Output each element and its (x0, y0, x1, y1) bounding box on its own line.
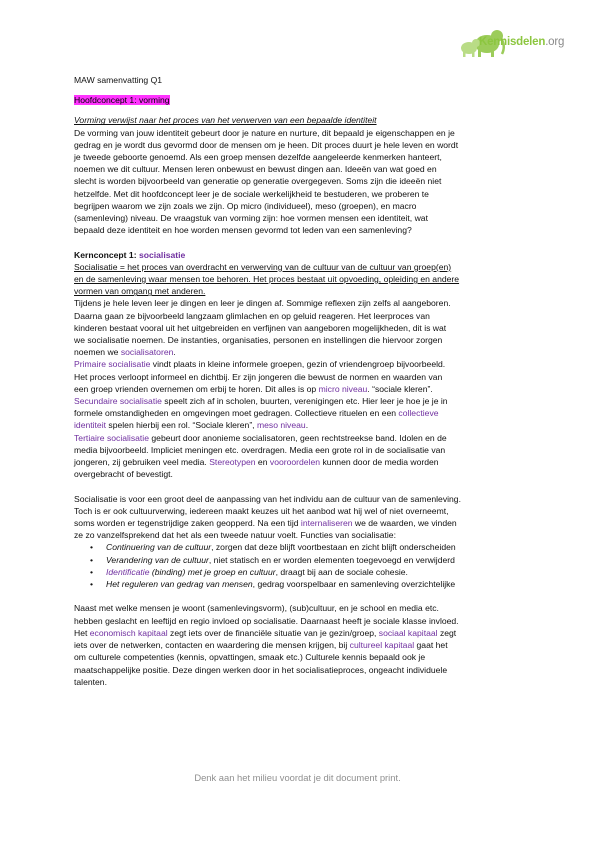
term-economisch-kapitaal: economisch kapitaal (89, 627, 168, 638)
intro-paragraph: De vorming van jouw identiteit gebeurt door je nature en nurture, dit bepaald je eigenschappen en je gedrag en je wordt dus gevormd door de mensen om je heen. Dit proces duurt je hele leven en wordt je tweede geboorte genoemd. Als een groep mensen dezelfde aangeleerde kenmerken hanteert, noemen we dit cultuur. Mensen leren onbewust en bewust dingen aan. Ideeën van wat goed en slecht is worden bijvoorbeeld van generatie op generatie overgegeven. Soms zijn die ideeën niet hetzelfde. Met dit hoofdconcept leer je de sociale werkelijkheid te bestuderen, we proberen te begrijpen waarom we zijn zoals we zijn. Op micro (individueel), meso (groepen), en macro (samenleving) niveau. De vraagstuk van vorming zijn: hoe vormen mensen een identiteit, wat bepaald deze identiteit en hoe worden mensen gevormd tot leden van een samenleving? (74, 127, 459, 236)
term-meso-niveau: meso niveau (256, 420, 306, 431)
primaire-socialisatie-paragraph: Primaire socialisatie vindt plaats in kleine informele groepen, gezin of vriendengroep bijvoorbeeld. Het proces verloopt informeel en dichtbij. Er zijn jongeren die bewust de normen en waarden van een groep vrienden overnemen om erbij te horen. Dit alles is op micro niveau. “sociale kleren”. (74, 359, 446, 394)
secundaire-socialisatie-paragraph: Secundaire socialisatie speelt zich af in scholen, buurten, verenigingen etc. Hier leer je hoe je je in formele omstandigheden en omgevingen moet gedragen. Collectieve rituelen en een collectieve identiteit spelen hierbij een rol. “Sociale kleren”, meso niveau. (74, 396, 448, 431)
document-body (74, 74, 544, 688)
list-item: • Identificatie (binding) met je groep en cultuur, draagt bij aan de sociale cohesie. (106, 566, 544, 578)
document-title: MAW samenvatting Q1 (74, 75, 163, 85)
list-item: • Continuering van de cultuur, zorgen dat deze blijft voortbestaan en zicht blijft onderscheiden (106, 541, 544, 553)
socialisatie-definition: Socialisatie = het proces van overdracht en verwerving van de cultuur van de cultuur van groep(en) en de samenleving waar mensen toe behoren. Het proces bestaat uit opvoeding, opleiding en andere vormen van omgang met anderen. (74, 261, 460, 297)
socialisatie-paragraph: Tijdens je hele leven leer je dingen en leer je dingen af. Sommige reflexen zijn zelfs al aangeboren. Daarna gaan ze bijvoorbeeld langzaam glimlachen en op geluid reageren. Het leerproces van kinderen bestaat vooral uit het uitgebreiden en verfijnen van aangeboren mogelijkheden, dit is wat we socialisatie noemen. De instanties, organisaties, personen en instellingen die hiervoor zorgen noemen we socialisatoren. (74, 298, 451, 358)
term-secundaire-socialisatie: Secundaire socialisatie (74, 396, 162, 407)
term-internaliseren: internaliseren (300, 518, 353, 529)
term-collectieve-identiteit: identiteit (74, 420, 107, 431)
kapitaal-paragraph: Naast met welke mensen je woont (samenlevingsvorm), (sub)cultuur, en je school en media etc. hebben geslacht en leeftijd en regio invloed op socialisatie. Daarnaast heeft je sociale klasse invloed. Het economisch kapitaal zegt iets over de financiële situatie van je gezin/groep, sociaal kapitaal zegt iets over de netwerken, contacten en waardering die mensen krijgen, bij cultureel kapitaal gaat het om culturele competenties (kennis, opvattingen, smaak etc.) Culturele kennis bepaald ook je maatschappelijke positie. Deze dingen werken door in het socialisatieproces, ongeacht individuele talenten. (74, 603, 459, 687)
functies-list (74, 541, 544, 590)
term-tertiaire-socialisatie: Tertiaire socialisatie (74, 432, 149, 443)
term-micro-niveau: micro niveau (318, 383, 368, 394)
intro-heading: Vorming verwijst naar het proces van het verwerven van een bepaalde identiteit (74, 115, 377, 126)
term-primaire-socialisatie: Primaire socialisatie (74, 359, 151, 370)
term-socialisatoren: socialisatoren (120, 347, 174, 358)
hoofdconcept-heading: Hoofdconcept 1: vorming (74, 95, 170, 106)
term-cultureel-kapitaal: cultureel kapitaal (349, 640, 415, 651)
kennisdelen-logo[interactable] (457, 16, 573, 60)
term-stereotypen: Stereotypen (209, 457, 256, 468)
logo-wordmark: Kennisdelen.org (479, 36, 565, 48)
term-vooroordelen: vooroordelen (269, 457, 321, 468)
kernconcept-heading: Kernconcept 1: socialisatie (74, 249, 186, 260)
functies-paragraph: Socialisatie is voor een groot deel de aanpassing van het individu aan de cultuur van de samenleving. Toch is er ook cultuurverwing, iedereen maakt keuzes uit het aanbod wat hij wel of niet overneemt, soms worden er tegenstrijdige zaken geopperd. Na een tijd internaliseren we de waarden, we vinden ze zo vanzelfsprekend dat het als een tweede natuur voelt. Functies van socialisatie: (74, 493, 461, 541)
list-item: • Verandering van de cultuur, niet statisch en er worden elementen toegevoegd en verwijderd (106, 554, 544, 566)
list-item: • Het reguleren van gedrag van mensen, gedrag voorspelbaar en samenleving overzichtelijke (106, 578, 544, 590)
term-sociaal-kapitaal: sociaal kapitaal (378, 627, 438, 638)
footer-note: Denk aan het milieu voordat je dit document print. (194, 772, 401, 783)
tertiaire-socialisatie-paragraph: Tertiaire socialisatie gebeurt door anonieme socialisatoren, geen rechtstreekse band. Idolen en de media bijvoorbeeld. Impliciet meningen etc. overdragen. Media een grote rol in de socialisatie van jongeren, zij gebruiken veel media. Stereotypen en vooroordelen kunnen door de media worden overgebracht of bevestigt. (74, 432, 447, 480)
